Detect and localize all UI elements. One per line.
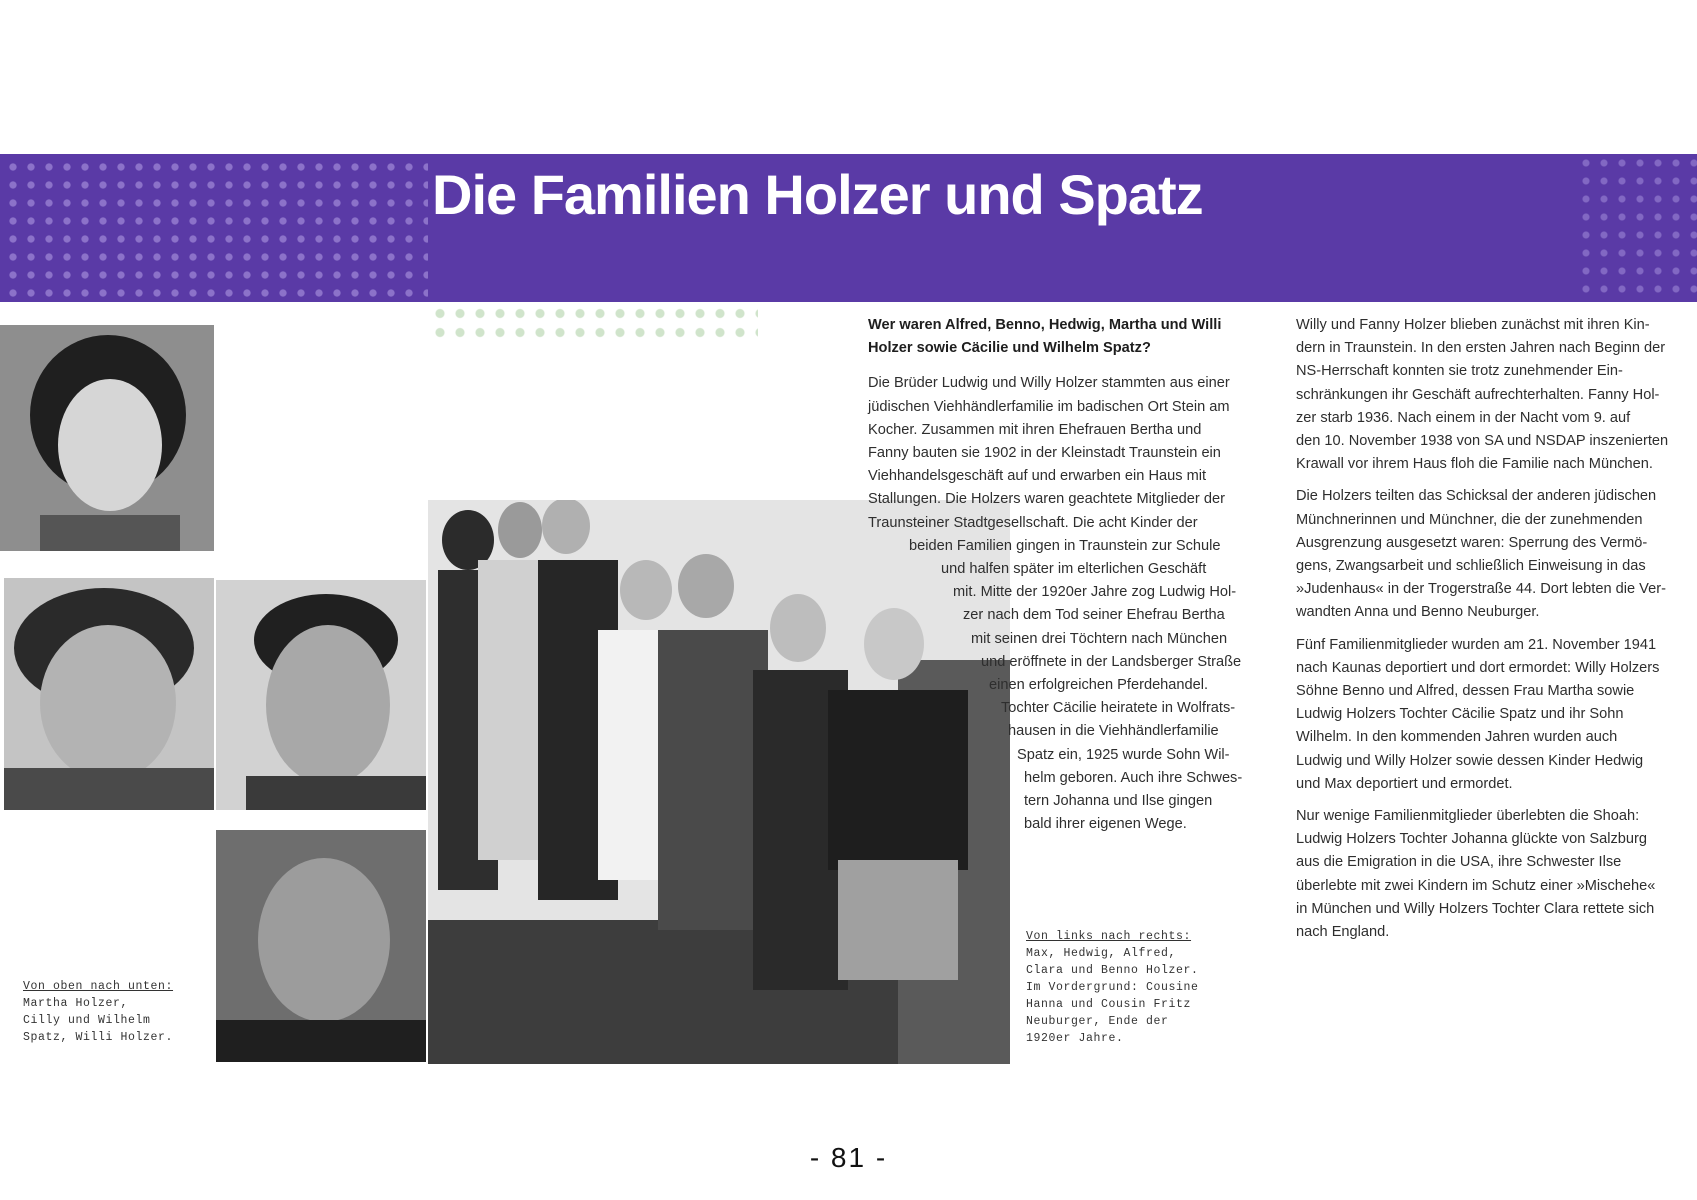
body-line: Kocher. Zusammen mit ihren Ehefrauen Bertha und	[868, 421, 1202, 438]
body-line: nach Kaunas deportiert und dort ermordet: Willy Holzers	[1296, 659, 1660, 676]
caption-line: Im Vordergrund: Cousine	[1026, 981, 1199, 994]
dot-pattern-green	[428, 302, 758, 340]
body-line: nach England.	[1296, 924, 1390, 941]
body-line: Ludwig Holzers Tochter Johanna glückte von Salzburg	[1296, 831, 1647, 848]
dot-pattern-right	[1577, 154, 1697, 302]
body-line: mit seinen drei Töchtern nach München	[971, 630, 1228, 647]
body-line: Fünf Familienmitglieder wurden am 21. November 1941	[1296, 636, 1657, 653]
question-heading: Wer waren Alfred, Benno, Hedwig, Martha und Willi	[868, 317, 1222, 333]
body-line: Die Brüder Ludwig und Willy Holzer stammten aus einer	[868, 375, 1230, 392]
body-line: Krawall vor ihrem Haus floh die Familie nach München.	[1296, 456, 1653, 473]
body-line: zer starb 1936. Nach einem in der Nacht vom 9. auf	[1296, 409, 1631, 426]
portrait-wilhelm-spatz	[216, 580, 426, 810]
body-line: Ausgrenzung ausgesetzt waren: Sperrung des Vermö-	[1296, 534, 1648, 551]
body-line: Wilhelm. In den kommenden Jahren wurden auch	[1296, 729, 1618, 746]
body-line: gens, Zwangsarbeit und schließlich Einweisung in das	[1296, 558, 1646, 575]
body-line: beiden Familien gingen in Traunstein zur Schule	[909, 537, 1221, 554]
body-line: Münchnerinnen und Münchner, die der zunehmenden	[1296, 511, 1643, 528]
body-line: helm geboren. Auch ihre Schwes-	[1024, 769, 1243, 786]
body-line: in München und Willy Holzers Tochter Clara rettete sich	[1296, 900, 1655, 917]
paragraph-gap	[1296, 625, 1686, 634]
middle-text-column	[868, 314, 1258, 836]
body-line: Ludwig und Willy Holzer sowie dessen Kinder Hedwig	[1296, 752, 1644, 769]
body-line: Nur wenige Familienmitglieder überlebten die Shoah:	[1296, 808, 1640, 825]
title-banner	[0, 154, 1697, 302]
body-line: Traunsteiner Stadtgesellschaft. Die acht Kinder der	[868, 514, 1198, 531]
caption-heading: Von oben nach unten:	[23, 980, 174, 993]
body-line: dern in Traunstein. In den ersten Jahren nach Beginn der	[1296, 340, 1666, 357]
dot-pattern-left	[0, 154, 428, 302]
body-line: Fanny bauten sie 1902 in der Kleinstadt Traunstein ein	[868, 445, 1221, 462]
body-line: NS-Herrschaft konnten sie trotz zunehmender Ein-	[1296, 363, 1623, 380]
portrait-martha-holzer	[0, 325, 214, 551]
caption-line: Neuburger, Ende der	[1026, 1015, 1169, 1028]
body-line: und halfen später im elterlichen Geschäft	[941, 561, 1207, 578]
body-line: aus die Emigration in die USA, ihre Schwester Ilse	[1296, 854, 1622, 871]
portrait-cilly-spatz	[4, 578, 214, 810]
body-line: Die Holzers teilten das Schicksal der anderen jüdischen	[1296, 488, 1657, 505]
body-line: wandten Anna und Benno Neuburger.	[1296, 604, 1540, 621]
group-photo-caption	[1026, 928, 1226, 1047]
portrait-willi-holzer	[216, 830, 426, 1062]
caption-line: Spatz, Willi Holzer.	[23, 1031, 174, 1044]
body-line: jüdischen Viehhändlerfamilie im badischen Ort Stein am	[868, 398, 1230, 415]
body-line: überlebte mit zwei Kindern im Schutz einer »Mischehe«	[1296, 877, 1656, 894]
right-text-column	[1296, 314, 1686, 944]
body-line: Söhne Benno und Alfred, dessen Frau Martha sowie	[1296, 683, 1635, 700]
body-line: schränkungen ihr Geschäft aufrechterhalten. Fanny Hol-	[1296, 386, 1660, 403]
body-line: Viehhandelsgeschäft auf und erwarben ein Haus mit	[868, 468, 1207, 485]
body-line: »Judenhaus« in der Trogerstraße 44. Dort lebten die Ver-	[1296, 581, 1666, 598]
caption-line: Max, Hedwig, Alfred,	[1026, 947, 1177, 960]
body-line: tern Johanna und Ilse gingen	[1024, 793, 1213, 810]
body-line: einen erfolgreichen Pferdehandel.	[989, 677, 1209, 694]
caption-line: Hanna und Cousin Fritz	[1026, 998, 1192, 1011]
question-heading: Holzer sowie Cäcilie und Wilhelm Spatz?	[868, 340, 1151, 357]
paragraph-gap	[1296, 476, 1686, 485]
page-title: Die Familien Holzer und Spatz	[432, 163, 1203, 226]
caption-line: Clara und Benno Holzer.	[1026, 964, 1199, 977]
caption-heading: Von links nach rechts:	[1026, 930, 1192, 943]
body-line: Spatz ein, 1925 wurde Sohn Wil-	[1017, 746, 1230, 763]
body-line: Ludwig Holzers Tochter Cäcilie Spatz und ihr Sohn	[1296, 706, 1624, 723]
body-line: Willy und Fanny Holzer blieben zunächst mit ihren Kin-	[1296, 317, 1650, 333]
body-line: Stallungen. Die Holzers waren geachtete Mitglieder der	[868, 491, 1225, 508]
body-line: bald ihrer eigenen Wege.	[1024, 816, 1187, 833]
caption-line: 1920er Jahre.	[1026, 1032, 1124, 1045]
body-line: und eröffnete in der Landsberger Straße	[981, 653, 1242, 670]
body-line: Tochter Cäcilie heiratete in Wolfrats-	[1001, 700, 1236, 717]
body-line: zer nach dem Tod seiner Ehefrau Bertha	[963, 607, 1225, 624]
body-line: und Max deportiert und ermordet.	[1296, 775, 1513, 792]
paragraph-gap	[1296, 796, 1686, 805]
brochure-spread	[0, 154, 1697, 1064]
portraits-caption	[23, 978, 213, 1046]
page-number: - 81 -	[809, 1142, 888, 1173]
caption-line: Martha Holzer,	[23, 997, 129, 1010]
body-line: mit. Mitte der 1920er Jahre zog Ludwig Hol-	[953, 584, 1237, 601]
body-line: den 10. November 1938 von SA und NSDAP inszenierten	[1296, 433, 1669, 450]
caption-line: Cilly und Wilhelm	[23, 1014, 151, 1027]
body-line: hausen in die Viehhändlerfamilie	[1008, 723, 1219, 740]
